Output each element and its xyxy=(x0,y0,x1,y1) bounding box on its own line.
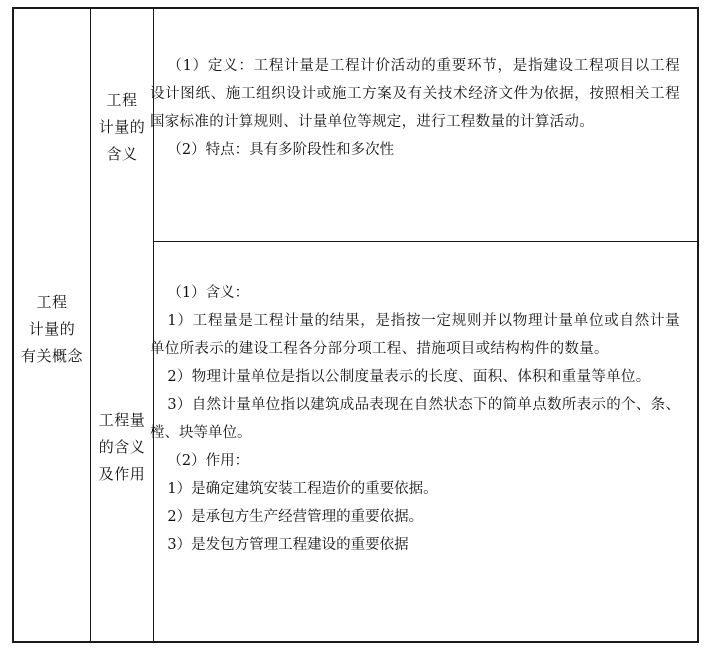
content-line: 1）工程量是工程计量的结果，是指按一定规则并以物理计量单位或自然计量单位所表示的建设工程各分部分项工程、措施项目或结构构件的数量。 xyxy=(150,313,680,357)
content-line: 2）是承包方生产经营管理的重要依据。 xyxy=(167,509,424,525)
definition-paragraph: （1）定义：工程计量是工程计价活动的重要环节，是指建设工程项目以工程设计图纸、施工组织设计或施工方案及有关技术经济文件为依据，按照相关工程国家标准的计算规则、计量单位等规定，进行工程数量的计算活动。 xyxy=(150,58,680,130)
subcategory-label-quantity: 工程量 的含义 及作用 xyxy=(98,411,146,483)
content-line: 1）是确定建筑安装工程造价的重要依据。 xyxy=(167,481,438,497)
content-cell-quantity xyxy=(150,279,680,559)
main-category-label: 工程 计量的 有关概念 xyxy=(20,293,83,365)
row-divider xyxy=(153,241,697,242)
content-line: 3）自然计量单位指以建筑成品表现在自然状态下的简单点数所表示的个、条、樘、块等单位。 xyxy=(150,397,680,441)
feature-paragraph: （2）特点：具有多阶段性和多次性 xyxy=(167,142,395,158)
content-cell-meaning xyxy=(150,52,680,164)
content-line: （2）作用： xyxy=(167,453,250,469)
content-line: 2）物理计量单位是指以公制度量表示的长度、面积、体积和重量等单位。 xyxy=(167,369,651,385)
content-line: 3）是发包方管理工程建设的重要依据 xyxy=(167,537,409,553)
content-line: （1）含义： xyxy=(167,285,250,301)
subcategory-label-meaning: 工程 计量的 含义 xyxy=(98,91,146,163)
